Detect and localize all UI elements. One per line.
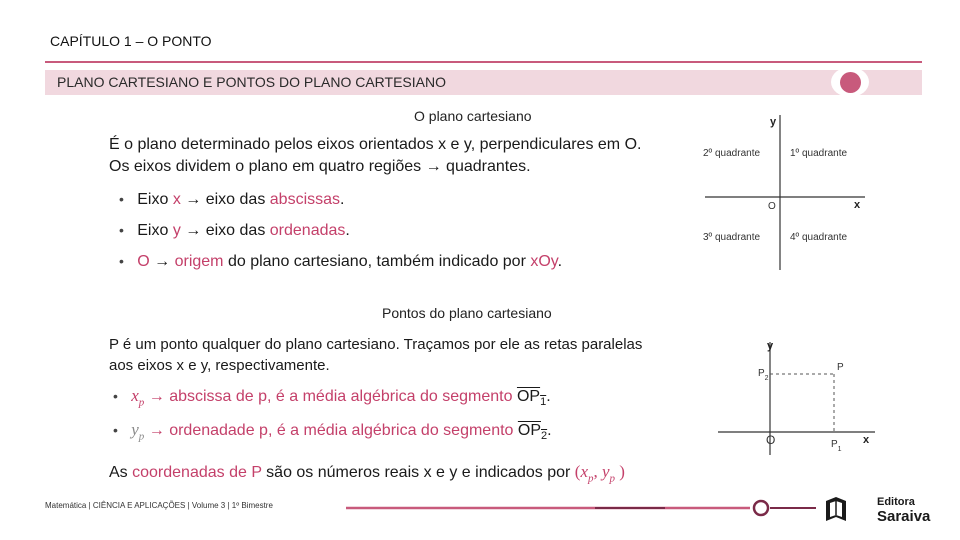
bullet-highlight: xOy [530,253,558,270]
quadrant-3-label: 3º quadrante [703,232,761,243]
pontos-bullet-2 [113,420,552,442]
bullet-text: → [149,253,175,270]
coords-text: As [109,464,133,481]
origin-label: O [768,201,776,212]
footer-text: Matemática | CIÊNCIA E APLICAÇÕES | Volume 3 | 1º Bimestre [45,501,273,510]
bullet-highlight: x [172,191,181,208]
bullet-text: . [345,222,350,239]
bullet-highlight: y [172,222,181,239]
point-p2-label: $P_2$ [758,368,769,382]
bullet-marker: • [119,191,124,207]
segment-op1: $OP_1$ [516,388,547,409]
bullet-text: → eixo das [180,191,270,208]
bullet-highlight: origem [174,253,224,270]
pontos-bullet-1 [113,386,551,408]
pontos-subtitle: Pontos do plano cartesiano [382,305,552,321]
pontos-paragraph-line-2: aos eixos x e y, respectivamente. [109,357,330,374]
bullet-text: → ordenadade p, é a média algébrica do segmento [144,422,518,439]
bullet-highlight: abscissas [269,191,341,208]
origin-label: O [766,433,776,447]
x-axis-label: x [854,199,861,211]
bullet-text: → abscissa de p, é a média algébrica do segmento [144,388,517,405]
y-axis-label: y [767,340,774,352]
publisher-logo [822,491,942,527]
bullet-marker: • [113,388,118,404]
yp-symbol: $y_p$ [131,420,145,443]
segment-op2: $OP_2$ [517,422,548,443]
plano-line-1: É o plano determinado pelos eixos orientados x e y, perpendiculares em O. [109,136,642,153]
pontos-paragraph-line-1: P é um ponto qualquer do plano cartesiano. Traçamos por ele as retas paralelas [109,336,643,353]
coords-text: são os números reais x e y e indicados por [261,464,575,481]
coordinates-line [109,462,625,484]
footer-line [340,496,820,520]
quadrant-1-label: 1º quadrante [790,148,848,159]
xp-symbol: $x_p$ [131,386,145,409]
bullet-marker: • [119,222,124,238]
publisher-line-1: Editora [877,496,915,508]
y-axis-label: y [770,116,777,128]
plano-line-2: Os eixos dividem o plano em quatro regiões → quadrantes. [109,158,531,175]
bullet-highlight: ordenadas [269,222,346,239]
quadrant-4-label: 4º quadrante [790,232,848,243]
bullet-text: do plano cartesiano, também indicado por [223,253,531,270]
bullet-text: . [546,388,551,405]
footer-circle [754,501,768,515]
plano-bullet-3 [119,253,562,271]
header-circle-dot [840,72,861,93]
book-icon [826,497,846,521]
bullet-text: . [547,422,552,439]
coords-highlight: coordenadas de P [132,464,262,481]
publisher-line-2: Saraiva [877,508,931,525]
bullet-text: Eixo [137,222,173,239]
bullet-text: Eixo [137,191,173,208]
bullet-text: → eixo das [180,222,270,239]
quadrants-diagram [700,110,870,275]
plano-subtitle: O plano cartesiano [414,108,532,124]
quadrant-2-label: 2º quadrante [703,148,761,159]
coords-math: ($x_p$, $y_p$ ) [574,462,625,485]
plano-bullet-2 [119,222,350,240]
plano-bullet-1 [119,191,344,209]
header-divider [45,61,922,63]
bullet-marker: • [113,422,118,438]
bullet-marker: • [119,253,124,269]
point-p1-label: $P_1$ [831,439,842,453]
bullet-text: . [340,191,345,208]
x-axis-label: x [863,434,870,446]
bullet-highlight: O [137,253,150,270]
point-diagram [710,330,880,460]
pontos-paragraph [109,334,709,376]
bullet-text: . [557,253,563,270]
section-title: PLANO CARTESIANO E PONTOS DO PLANO CARTESIANO [57,74,446,90]
point-p-label: P [837,362,844,373]
chapter-title: CAPÍTULO 1 – O PONTO [50,33,212,49]
